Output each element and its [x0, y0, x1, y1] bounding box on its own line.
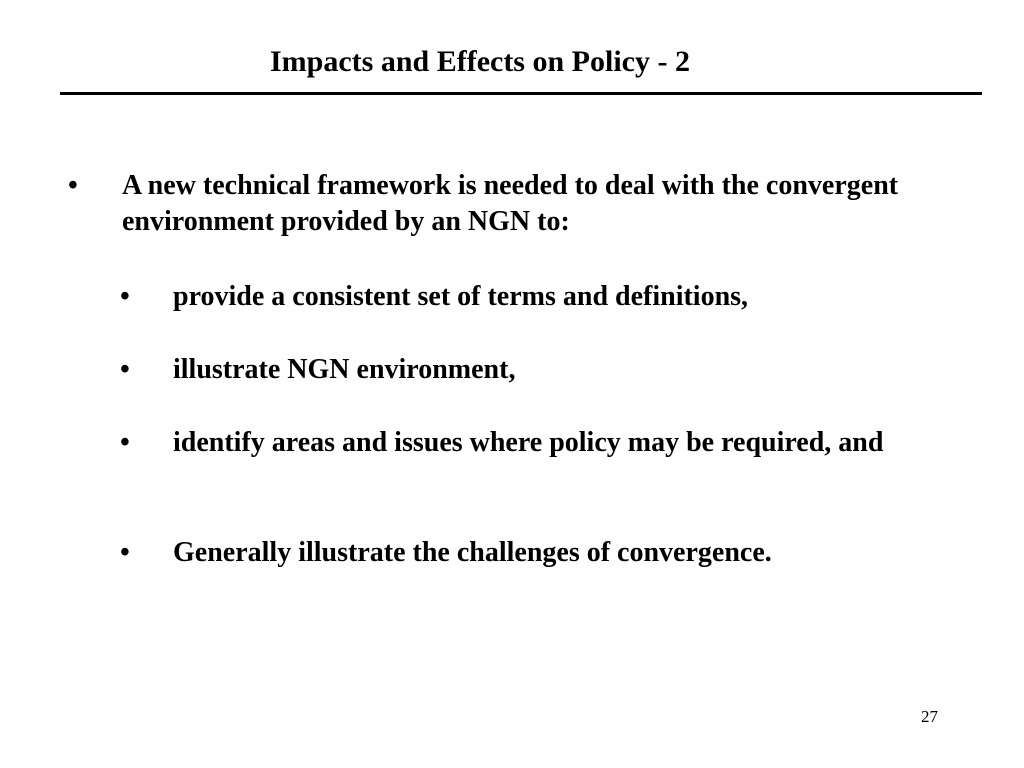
sub-bullet-text: illustrate NGN environment, [173, 354, 516, 385]
bullet-icon: • [68, 170, 78, 201]
slide-title: Impacts and Effects on Policy - 2 [270, 45, 690, 78]
sub-bullet [0, 279, 1024, 355]
title-underline [60, 92, 982, 95]
sub-bullet [0, 425, 1024, 501]
main-bullet [0, 168, 1024, 248]
sub-bullet-text: identify areas and issues where policy may be required, and [173, 427, 884, 458]
bullet-icon: • [120, 427, 130, 458]
sub-bullet-text: provide a consistent set of terms and definitions, [173, 281, 749, 312]
bullet-icon: • [120, 537, 130, 568]
main-bullet-text: A new technical framework is needed to deal with the convergent environment provided by an NGN to: [122, 170, 899, 237]
page-number: 27 [921, 707, 938, 726]
bullet-icon: • [120, 281, 130, 312]
sub-bullet-text: Generally illustrate the challenges of convergence. [173, 537, 772, 568]
sub-bullet [0, 535, 1024, 611]
sub-bullet [0, 352, 1024, 428]
bullet-icon: • [120, 354, 130, 385]
